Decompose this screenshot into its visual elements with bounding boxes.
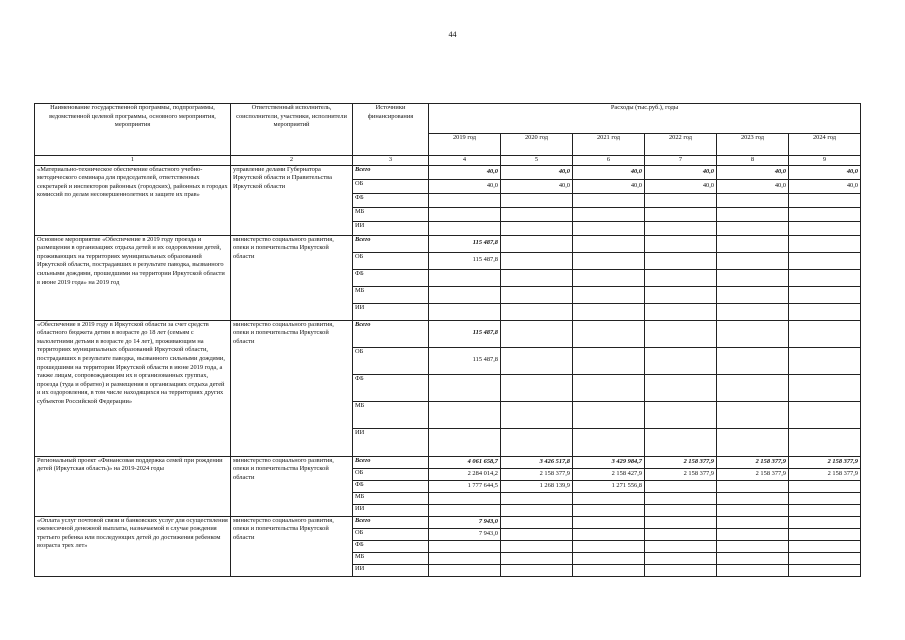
amount-cell: [501, 540, 573, 552]
amount-cell: [429, 303, 501, 320]
amount-cell: [429, 221, 501, 235]
funding-source: МБ: [353, 552, 429, 564]
amount-cell: 40,0: [429, 179, 501, 193]
amount-cell: 115 487,8: [429, 252, 501, 269]
amount-cell: 40,0: [573, 165, 645, 179]
column-number: 4: [429, 156, 501, 166]
amount-cell: [573, 193, 645, 207]
amount-cell: [789, 235, 861, 252]
amount-cell: [789, 428, 861, 456]
funding-source: ОБ: [353, 179, 429, 193]
amount-cell: [429, 540, 501, 552]
amount-cell: [717, 320, 789, 347]
table-row: [35, 235, 861, 252]
amount-cell: [501, 303, 573, 320]
amount-cell: 3 426 517,8: [501, 456, 573, 468]
header-year: 2024 год: [789, 134, 861, 156]
amount-cell: [645, 540, 717, 552]
header-executor: Ответственный исполнитель, соисполнители, участники, исполнители мероприятий: [231, 104, 353, 156]
amount-cell: [645, 480, 717, 492]
funding-source: Всего: [353, 235, 429, 252]
amount-cell: [789, 347, 861, 374]
amount-cell: [501, 492, 573, 504]
header-year: 2023 год: [717, 134, 789, 156]
amount-cell: [501, 193, 573, 207]
executor: министерство социального развития, опеки и попечительства Иркутской области: [231, 516, 353, 576]
amount-cell: [789, 504, 861, 516]
funding-source: МБ: [353, 401, 429, 428]
funding-source: ФБ: [353, 374, 429, 401]
amount-cell: [501, 564, 573, 576]
page-number: 44: [448, 30, 457, 39]
amount-cell: [717, 347, 789, 374]
amount-cell: [645, 564, 717, 576]
measure-name: «Материально-техническое обеспечение областного учебно-методического семинара для председателей, ответственных секретарей и инспекторов районных (городских), районных в городах комиссий по делам несовершеннолетних и защите их прав»: [35, 165, 231, 235]
amount-cell: 2 158 377,9: [717, 468, 789, 480]
amount-cell: 2 158 377,9: [789, 468, 861, 480]
amount-cell: 115 487,8: [429, 347, 501, 374]
amount-cell: [789, 269, 861, 286]
amount-cell: 115 487,8: [429, 235, 501, 252]
amount-cell: 1 271 556,8: [573, 480, 645, 492]
amount-cell: [717, 286, 789, 303]
amount-cell: [429, 401, 501, 428]
amount-cell: [573, 347, 645, 374]
executor: управление делами Губернатора Иркутской области и Правительства Иркутской области: [231, 165, 353, 235]
amount-cell: [789, 552, 861, 564]
header-name: Наименование государственной программы, подпрограммы, ведомственной целевой программы, основного мероприятия, мероприятия: [35, 104, 231, 156]
measure-name: «Оплата услуг почтовой связи и банковских услуг для осуществления ежемесячной денежной выплаты, назначаемой в случае рождения третьего ребенка или последующих детей до достижения ребенком возраста трех лет»: [35, 516, 231, 576]
funding-source: МБ: [353, 286, 429, 303]
amount-cell: [573, 528, 645, 540]
amount-cell: 3 429 984,7: [573, 456, 645, 468]
amount-cell: [645, 269, 717, 286]
amount-cell: [429, 504, 501, 516]
amount-cell: 40,0: [717, 165, 789, 179]
amount-cell: [573, 207, 645, 221]
amount-cell: [429, 374, 501, 401]
amount-cell: [645, 235, 717, 252]
amount-cell: [789, 480, 861, 492]
amount-cell: [645, 504, 717, 516]
amount-cell: [645, 207, 717, 221]
funding-source: ФБ: [353, 269, 429, 286]
funding-source: ОБ: [353, 347, 429, 374]
amount-cell: [645, 286, 717, 303]
funding-source: ИИ: [353, 303, 429, 320]
funding-source: МБ: [353, 492, 429, 504]
amount-cell: 40,0: [429, 165, 501, 179]
funding-source: ОБ: [353, 528, 429, 540]
table-row: [35, 165, 861, 179]
funding-source: ИИ: [353, 428, 429, 456]
measure-name: «Обеспечение в 2019 году в Иркутской области за счет средств областного бюджета детям в возрасте до 18 лет (семьям с малолетними детьми в возрасте до 14 лет), проживающим на территориях муниципальных образований Иркутской области, пострадавших в результате паводка, вызванного сильными дождями, прошедшими на территории Иркутской области в июне 2019 года, а также лицам, сопровождающим их в организованных группах, проезда (туда и обратно) и размещения в организациях отдыха детей и их оздоровления, в том числе находящихся на территориях других субъектов Российской Федерации»: [35, 320, 231, 456]
funding-source: ОБ: [353, 468, 429, 480]
executor: министерство социального развития, опеки и попечительства Иркутской области: [231, 320, 353, 456]
amount-cell: [717, 303, 789, 320]
amount-cell: [573, 252, 645, 269]
amount-cell: [789, 528, 861, 540]
amount-cell: [501, 428, 573, 456]
amount-cell: [573, 235, 645, 252]
amount-cell: [645, 347, 717, 374]
amount-cell: [789, 193, 861, 207]
amount-cell: [501, 374, 573, 401]
amount-cell: 40,0: [501, 179, 573, 193]
amount-cell: [573, 492, 645, 504]
amount-cell: [717, 516, 789, 528]
amount-cell: [789, 540, 861, 552]
amount-cell: [717, 401, 789, 428]
funding-source: ФБ: [353, 480, 429, 492]
amount-cell: [645, 552, 717, 564]
amount-cell: [573, 269, 645, 286]
measure-name: Основное мероприятие «Обеспечение в 2019 году проезда и размещения в организациях отдыха детей и их оздоровления детей, проживающих на территориях муниципальных образований Иркутской области, пострадавших в результате паводка, вызванного сильными дождями, прошедшими на территории Иркутской области в июне 2019 года» на 2019 год: [35, 235, 231, 320]
amount-cell: [429, 286, 501, 303]
amount-cell: 2 158 377,9: [501, 468, 573, 480]
amount-cell: [573, 303, 645, 320]
column-number: 9: [789, 156, 861, 166]
amount-cell: [429, 193, 501, 207]
funding-source: ОБ: [353, 252, 429, 269]
table-row: [35, 516, 861, 528]
amount-cell: [501, 552, 573, 564]
amount-cell: [789, 564, 861, 576]
amount-cell: [645, 320, 717, 347]
amount-cell: 40,0: [789, 179, 861, 193]
amount-cell: [789, 492, 861, 504]
column-number: 2: [231, 156, 353, 166]
amount-cell: [501, 401, 573, 428]
amount-cell: [717, 540, 789, 552]
header-year: 2020 год: [501, 134, 573, 156]
amount-cell: [789, 374, 861, 401]
amount-cell: [645, 492, 717, 504]
amount-cell: 40,0: [789, 165, 861, 179]
amount-cell: [645, 374, 717, 401]
amount-cell: [717, 528, 789, 540]
amount-cell: [717, 564, 789, 576]
amount-cell: [429, 269, 501, 286]
amount-cell: [645, 193, 717, 207]
amount-cell: [717, 428, 789, 456]
funding-source: ФБ: [353, 193, 429, 207]
amount-cell: [573, 516, 645, 528]
amount-cell: [717, 235, 789, 252]
amount-cell: [789, 303, 861, 320]
amount-cell: [501, 252, 573, 269]
amount-cell: [429, 428, 501, 456]
amount-cell: [717, 193, 789, 207]
funding-source: ИИ: [353, 221, 429, 235]
funding-source: ИИ: [353, 564, 429, 576]
header-year: 2019 год: [429, 134, 501, 156]
amount-cell: 2 158 377,9: [645, 468, 717, 480]
amount-cell: 1 777 644,5: [429, 480, 501, 492]
amount-cell: [501, 347, 573, 374]
amount-cell: [429, 207, 501, 221]
amount-cell: 40,0: [645, 179, 717, 193]
amount-cell: 40,0: [717, 179, 789, 193]
amount-cell: [645, 221, 717, 235]
amount-cell: [501, 221, 573, 235]
header-source: Источники финансирования: [353, 104, 429, 156]
table-row: [35, 320, 861, 347]
amount-cell: 2 284 014,2: [429, 468, 501, 480]
amount-cell: [501, 235, 573, 252]
column-number: 5: [501, 156, 573, 166]
amount-cell: 40,0: [645, 165, 717, 179]
amount-cell: [645, 516, 717, 528]
amount-cell: 2 158 377,9: [717, 456, 789, 468]
funding-source: МБ: [353, 207, 429, 221]
funding-source: ИИ: [353, 504, 429, 516]
amount-cell: 1 268 139,9: [501, 480, 573, 492]
amount-cell: [573, 374, 645, 401]
column-number: 6: [573, 156, 645, 166]
amount-cell: [645, 401, 717, 428]
column-number: 1: [35, 156, 231, 166]
amount-cell: [501, 516, 573, 528]
amount-cell: [573, 552, 645, 564]
amount-cell: [573, 428, 645, 456]
funding-source: ФБ: [353, 540, 429, 552]
amount-cell: 7 943,0: [429, 516, 501, 528]
amount-cell: [573, 221, 645, 235]
amount-cell: [573, 540, 645, 552]
amount-cell: [501, 269, 573, 286]
column-number: 3: [353, 156, 429, 166]
amount-cell: [501, 207, 573, 221]
amount-cell: [717, 207, 789, 221]
amount-cell: [645, 252, 717, 269]
amount-cell: 7 943,0: [429, 528, 501, 540]
amount-cell: 2 158 377,9: [645, 456, 717, 468]
amount-cell: [501, 528, 573, 540]
funding-source: Всего: [353, 320, 429, 347]
amount-cell: [573, 564, 645, 576]
amount-cell: [645, 528, 717, 540]
header-year: 2022 год: [645, 134, 717, 156]
table-row: [35, 456, 861, 468]
amount-cell: [789, 221, 861, 235]
amount-cell: [717, 252, 789, 269]
amount-cell: [573, 320, 645, 347]
amount-cell: [789, 286, 861, 303]
amount-cell: 40,0: [501, 165, 573, 179]
amount-cell: [789, 320, 861, 347]
amount-cell: [717, 492, 789, 504]
column-number: 8: [717, 156, 789, 166]
amount-cell: [501, 286, 573, 303]
funding-source: Всего: [353, 456, 429, 468]
amount-cell: [717, 221, 789, 235]
amount-cell: [645, 303, 717, 320]
amount-cell: [717, 374, 789, 401]
amount-cell: 2 158 427,9: [573, 468, 645, 480]
amount-cell: 2 158 377,9: [789, 456, 861, 468]
executor: министерство социального развития, опеки и попечительства Иркутской области: [231, 235, 353, 320]
amount-cell: 4 061 658,7: [429, 456, 501, 468]
header-expenses: Расходы (тыс.руб.), годы: [429, 104, 861, 134]
header-year: 2021 год: [573, 134, 645, 156]
amount-cell: [789, 252, 861, 269]
budget-table: [34, 103, 861, 577]
amount-cell: [789, 401, 861, 428]
funding-source: Всего: [353, 165, 429, 179]
amount-cell: [645, 428, 717, 456]
amount-cell: [717, 552, 789, 564]
executor: министерство социального развития, опеки и попечительства Иркутской области: [231, 456, 353, 516]
funding-source: Всего: [353, 516, 429, 528]
amount-cell: [717, 480, 789, 492]
amount-cell: [717, 269, 789, 286]
column-number: 7: [645, 156, 717, 166]
amount-cell: [429, 552, 501, 564]
amount-cell: [573, 401, 645, 428]
measure-name: Региональный проект «Финансовая поддержка семей при рождении детей (Иркутская область)» на 2019-2024 годы: [35, 456, 231, 516]
amount-cell: 40,0: [573, 179, 645, 193]
amount-cell: 115 487,8: [429, 320, 501, 347]
amount-cell: [429, 492, 501, 504]
amount-cell: [789, 516, 861, 528]
amount-cell: [573, 286, 645, 303]
amount-cell: [501, 504, 573, 516]
amount-cell: [429, 564, 501, 576]
amount-cell: [501, 320, 573, 347]
amount-cell: [717, 504, 789, 516]
amount-cell: [789, 207, 861, 221]
amount-cell: [573, 504, 645, 516]
